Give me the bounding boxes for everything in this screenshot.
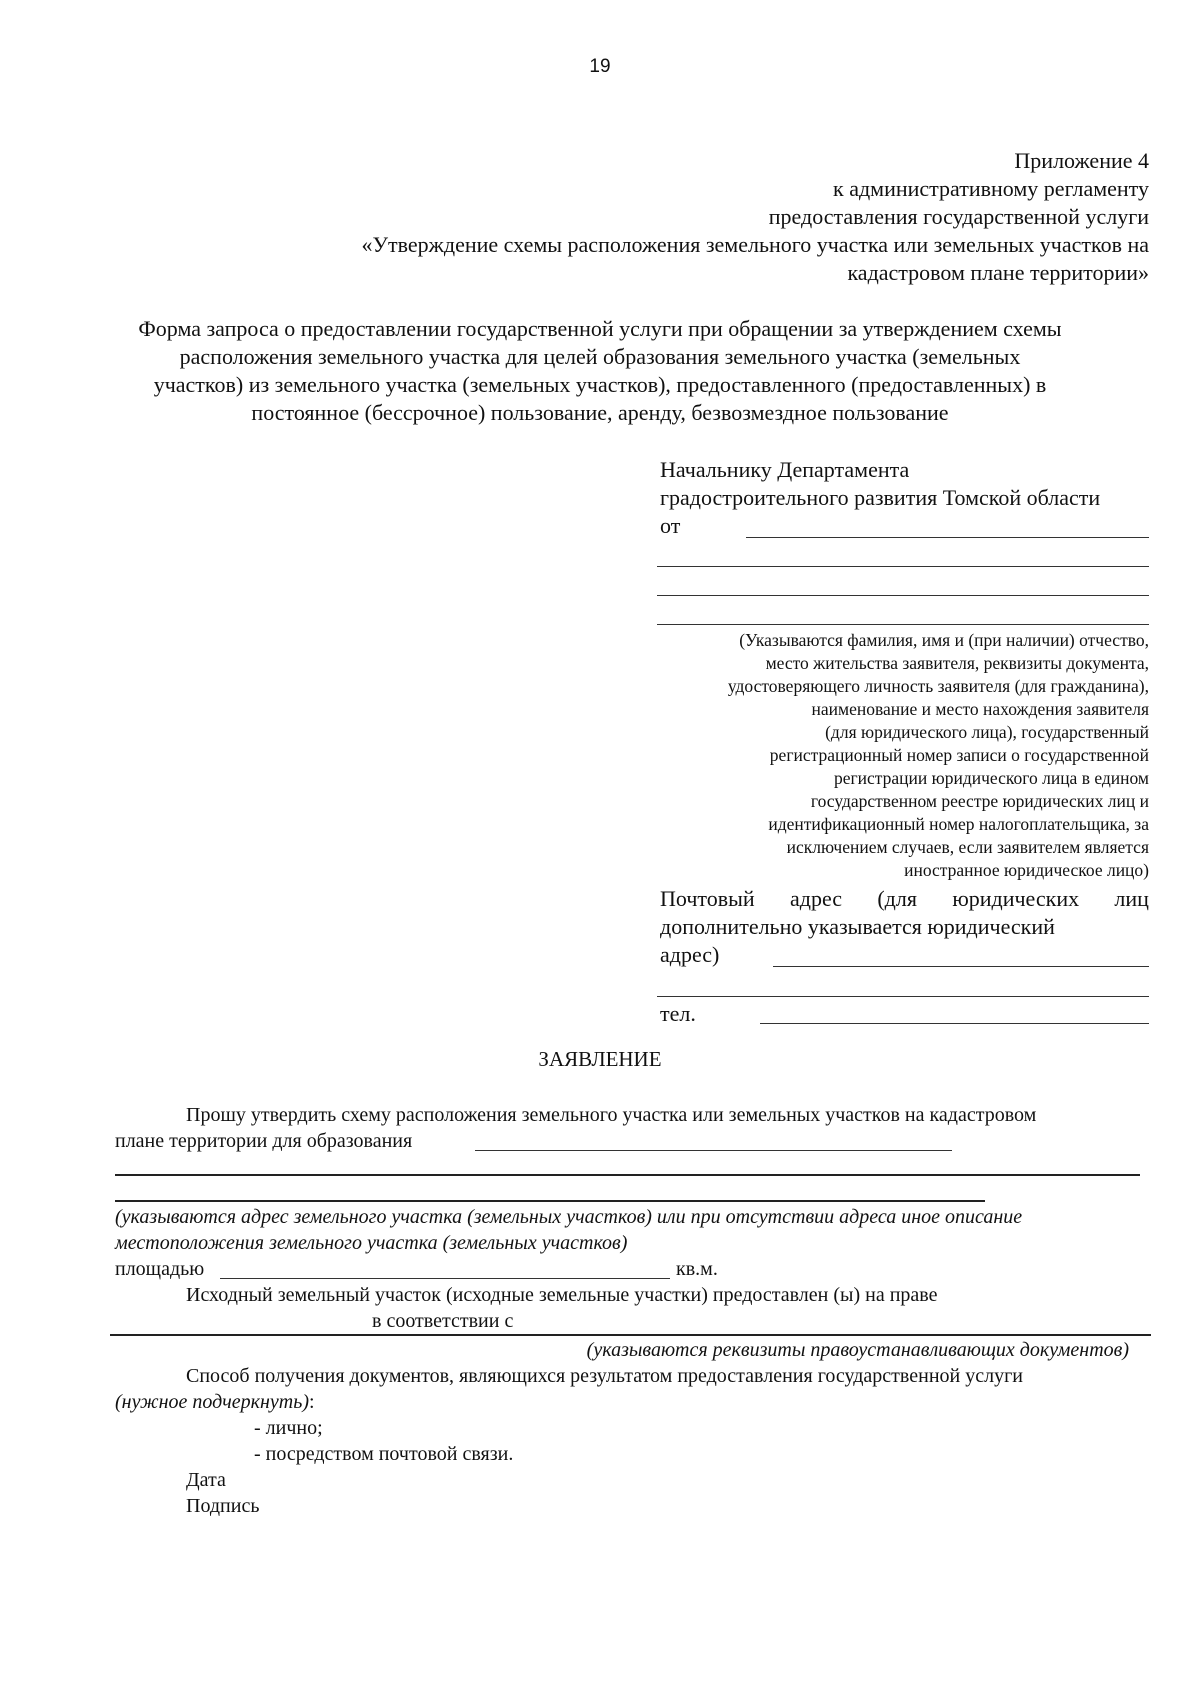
form-title-line: постоянное (бессрочное) пользование, аренду, безвозмездное пользование [251,400,949,425]
source-text: Исходный земельный участок (исходные земельные участки) предоставлен (ы) на праве [186,1284,938,1306]
note-line: иностранное юридическое лицо) [904,860,1149,880]
postal-line: дополнительно указывается юридический [660,914,1055,939]
postal-word: юридических [952,886,1080,911]
postal-word: (для [877,886,917,911]
tel-field[interactable] [760,1023,1149,1024]
form-title-line: участков) из земельного участка (земельных участков), предоставленного (предоставленных) в [153,372,1047,397]
accordance-text: в соответствии с [372,1310,514,1332]
purpose-field[interactable] [115,1200,985,1202]
addressee-line: Начальнику Департамента [660,457,910,482]
purpose-field[interactable] [115,1174,1140,1176]
note-line: наименование и место нахождения заявителя [811,699,1149,719]
addressee-line: градостроительного развития Томской области [660,485,1101,510]
from-field[interactable] [746,537,1149,538]
statement-text: плане территории для образования [115,1130,413,1152]
note-line: исключением случаев, если заявителем является [786,837,1149,857]
statement-title: ЗАЯВЛЕНИЕ [538,1047,662,1071]
postal-line [660,886,1149,912]
note-line: идентификационный номер налогоплательщика, за [768,814,1149,834]
option-in-person[interactable]: - лично; [254,1417,323,1439]
documents-field[interactable] [110,1334,1151,1336]
annex-line: Приложение 4 [1014,148,1149,173]
date-label: Дата [186,1469,226,1491]
postal-word: адрес [789,886,843,911]
postal-word: лиц [1114,886,1149,911]
location-hint: местоположения земельного участка (земельных участков) [115,1232,628,1254]
purpose-field[interactable] [475,1150,952,1151]
method-note-italic: (нужное подчеркнуть) [115,1391,309,1413]
documents-hint: (указываются реквизиты правоустанавливающих документов) [586,1339,1129,1361]
area-field[interactable] [220,1278,670,1279]
note-line: (Указываются фамилия, имя и (при наличии) отчество, [739,630,1149,650]
area-unit: кв.м. [676,1258,718,1280]
note-line: государственном реестре юридических лиц и [810,791,1149,811]
postal-address-field[interactable] [657,996,1149,997]
form-title-line: расположения земельного участка для целей образования земельного участка (земельных [179,344,1021,369]
annex-line: «Утверждение схемы расположения земельного участка или земельных участков на [361,232,1149,257]
method-text: Способ получения документов, являющихся результатом предоставления государственной услуги [186,1365,1023,1387]
method-note-colon: : [309,1391,315,1413]
applicant-field-line[interactable] [657,595,1149,596]
annex-line: к административному регламенту [833,176,1149,201]
note-line: регистрации юридического лица в едином [833,768,1149,788]
note-line: (для юридического лица), государственный [825,722,1149,742]
form-title-line: Форма запроса о предоставлении государственной услуги при обращении за утверждением схемы [138,316,1062,341]
page-number: 19 [589,56,611,77]
postal-address-field[interactable] [773,966,1149,967]
area-label: площадью [115,1258,205,1280]
note-line: место жительства заявителя, реквизиты документа, [765,653,1149,673]
annex-line: кадастровом плане территории» [847,260,1149,285]
from-label: от [660,513,681,538]
note-line: удостоверяющего личность заявителя (для гражданина), [727,676,1149,696]
location-hint: (указываются адрес земельного участка (земельных участков) или при отсутствии адреса иное описание [115,1206,1023,1228]
option-by-mail[interactable]: - посредством почтовой связи. [254,1443,514,1465]
note-line: регистрационный номер записи о государственной [769,745,1149,765]
signature-label: Подпись [186,1495,260,1517]
tel-label: тел. [660,1001,696,1026]
statement-text: Прошу утвердить схему расположения земельного участка или земельных участков на кадастровом [186,1104,1037,1126]
annex-line: предоставления государственной услуги [768,204,1149,229]
method-note [115,1391,315,1414]
postal-line: адрес) [660,942,720,967]
postal-word: Почтовый [660,886,755,911]
applicant-field-line[interactable] [657,624,1149,625]
applicant-field-line[interactable] [657,566,1149,567]
